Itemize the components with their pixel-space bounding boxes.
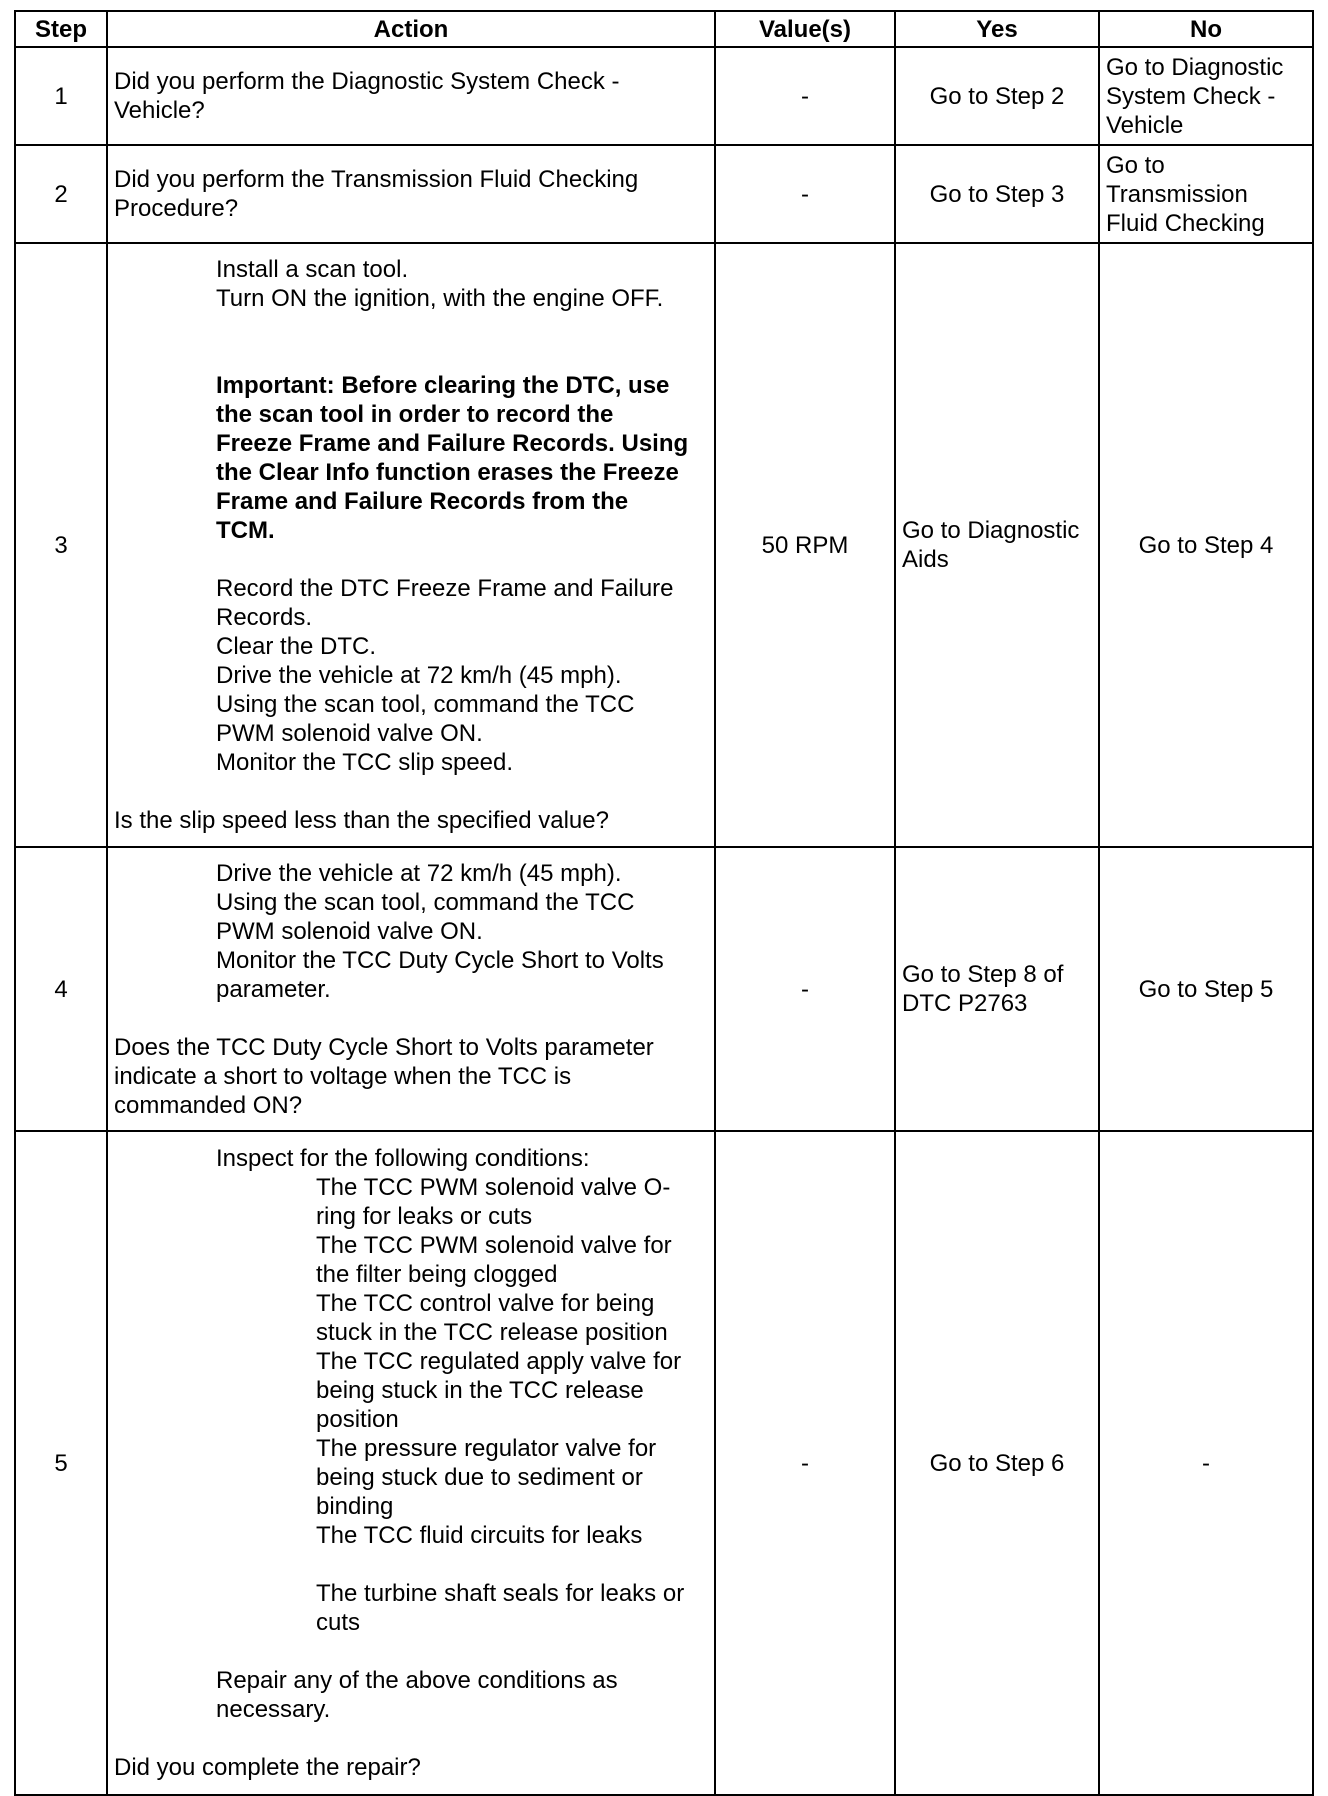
table-row-step-4 [15,847,1313,1131]
instruction-line: Using the scan tool, command the TCC [216,888,635,916]
diagnostic-table [14,10,1314,1796]
header-step: Step [15,11,107,47]
no-cell: - [1099,1131,1313,1795]
no-line: Fluid Checking [1106,209,1265,237]
value-cell: - [715,145,895,243]
step-number: 3 [15,243,107,847]
condition-line: The turbine shaft seals for leaks or [316,1580,685,1607]
instruction-line: PWM solenoid valve ON. [216,917,483,945]
condition-line: The pressure regulator valve for [316,1435,657,1462]
yes-line: DTC P2763 [902,990,1028,1017]
no-cell [1099,47,1313,145]
spacer [114,1637,708,1666]
value-cell: 50 RPM [715,243,895,847]
instruction-line: parameter. [216,975,331,1003]
step-number: 5 [15,1131,107,1795]
action-cell [107,847,715,1131]
yes-cell [895,243,1099,847]
condition-line: binding [316,1493,394,1520]
value-cell: - [715,47,895,145]
condition-line: being stuck in the TCC release [316,1377,644,1404]
important-note-line: Freeze Frame and Failure Records. Using [216,430,689,457]
header-values: Value(s) [715,11,895,47]
no-cell: Go to Step 4 [1099,243,1313,847]
action-line: Did you perform the Transmission Fluid Checking [114,166,639,193]
value-cell: - [715,1131,895,1795]
yes-line: Aids [902,546,949,573]
important-note-line: the Clear Info function erases the Freeze [216,459,679,486]
condition-line: being stuck due to sediment or [316,1464,643,1491]
instruction-line: PWM solenoid valve ON. [216,720,483,747]
action-line: Vehicle? [114,97,205,124]
header-row [15,11,1313,47]
step-number: 4 [15,847,107,1131]
condition-line: The TCC fluid circuits for leaks [316,1522,643,1549]
header-action: Action [107,11,715,47]
instruction-line: Clear the DTC. [216,633,377,660]
condition-line: position [316,1406,399,1433]
condition-line: the filter being clogged [316,1261,558,1288]
instruction-line: Using the scan tool, command the TCC [216,691,635,718]
spacer [114,1724,708,1753]
action-cell [107,47,715,145]
header-yes: Yes [895,11,1099,47]
no-cell [1099,145,1313,243]
instruction-line: Monitor the TCC slip speed. [216,749,514,776]
step-number: 2 [15,145,107,243]
spacer [114,313,708,371]
header-no: No [1099,11,1313,47]
question-line: commanded ON? [114,1091,303,1119]
spacer [114,545,708,574]
instruction-line: Records. [216,604,313,631]
action-cell [107,1131,715,1795]
action-line: Did you perform the Diagnostic System Check - [114,68,620,95]
no-line: System Check - [1106,82,1276,110]
instruction-line: Monitor the TCC Duty Cycle Short to Volts [216,946,664,974]
table-row-step-5 [15,1131,1313,1795]
yes-cell [895,847,1099,1131]
no-line: Vehicle [1106,111,1184,139]
action-cell [107,243,715,847]
no-line: Go to [1106,151,1165,179]
condition-line: The TCC PWM solenoid valve O- [316,1174,671,1201]
diagnostic-table-container [14,10,1312,1796]
instruction-line: Repair any of the above conditions as [216,1667,618,1694]
action-cell [107,145,715,243]
spacer [114,1004,708,1033]
no-line: Transmission [1106,180,1248,208]
yes-cell: Go to Step 2 [895,47,1099,145]
question-line: indicate a short to voltage when the TCC is [114,1062,572,1090]
important-note-line: TCM. [216,517,275,544]
instruction-line: Turn ON the ignition, with the engine OFF. [216,285,664,312]
important-note-line: Important: Before clearing the DTC, use [216,372,670,399]
instruction-line: Inspect for the following conditions: [216,1145,590,1172]
important-note-line: Frame and Failure Records from the [216,488,629,515]
question-line: Does the TCC Duty Cycle Short to Volts parameter [114,1033,654,1061]
instruction-line: Drive the vehicle at 72 km/h (45 mph). [216,859,622,887]
instruction-line: Install a scan tool. [216,256,409,283]
condition-line: The TCC control valve for being [316,1290,655,1317]
no-cell: Go to Step 5 [1099,847,1313,1131]
yes-cell: Go to Step 6 [895,1131,1099,1795]
no-line: Go to Diagnostic [1106,53,1284,81]
spacer [114,777,708,806]
condition-line: The TCC regulated apply valve for [316,1348,682,1375]
table-row-step-3 [15,243,1313,847]
instruction-line: Record the DTC Freeze Frame and Failure [216,575,674,602]
question-line: Did you complete the repair? [114,1754,421,1781]
table-row-step-2 [15,145,1313,243]
condition-line: ring for leaks or cuts [316,1203,533,1230]
table-row-step-1 [15,47,1313,145]
condition-line: The TCC PWM solenoid valve for [316,1232,672,1259]
instruction-line: Drive the vehicle at 72 km/h (45 mph). [216,662,622,689]
action-line: Procedure? [114,195,239,222]
step-number: 1 [15,47,107,145]
spacer [114,1550,708,1579]
question-line: Is the slip speed less than the specified value? [114,807,609,834]
condition-line: cuts [316,1609,361,1636]
instruction-line: necessary. [216,1696,331,1723]
value-cell: - [715,847,895,1131]
important-note-line: the scan tool in order to record the [216,401,614,428]
yes-line: Go to Diagnostic [902,517,1080,544]
condition-line: stuck in the TCC release position [316,1319,668,1346]
yes-line: Go to Step 8 of [902,961,1064,988]
yes-cell: Go to Step 3 [895,145,1099,243]
